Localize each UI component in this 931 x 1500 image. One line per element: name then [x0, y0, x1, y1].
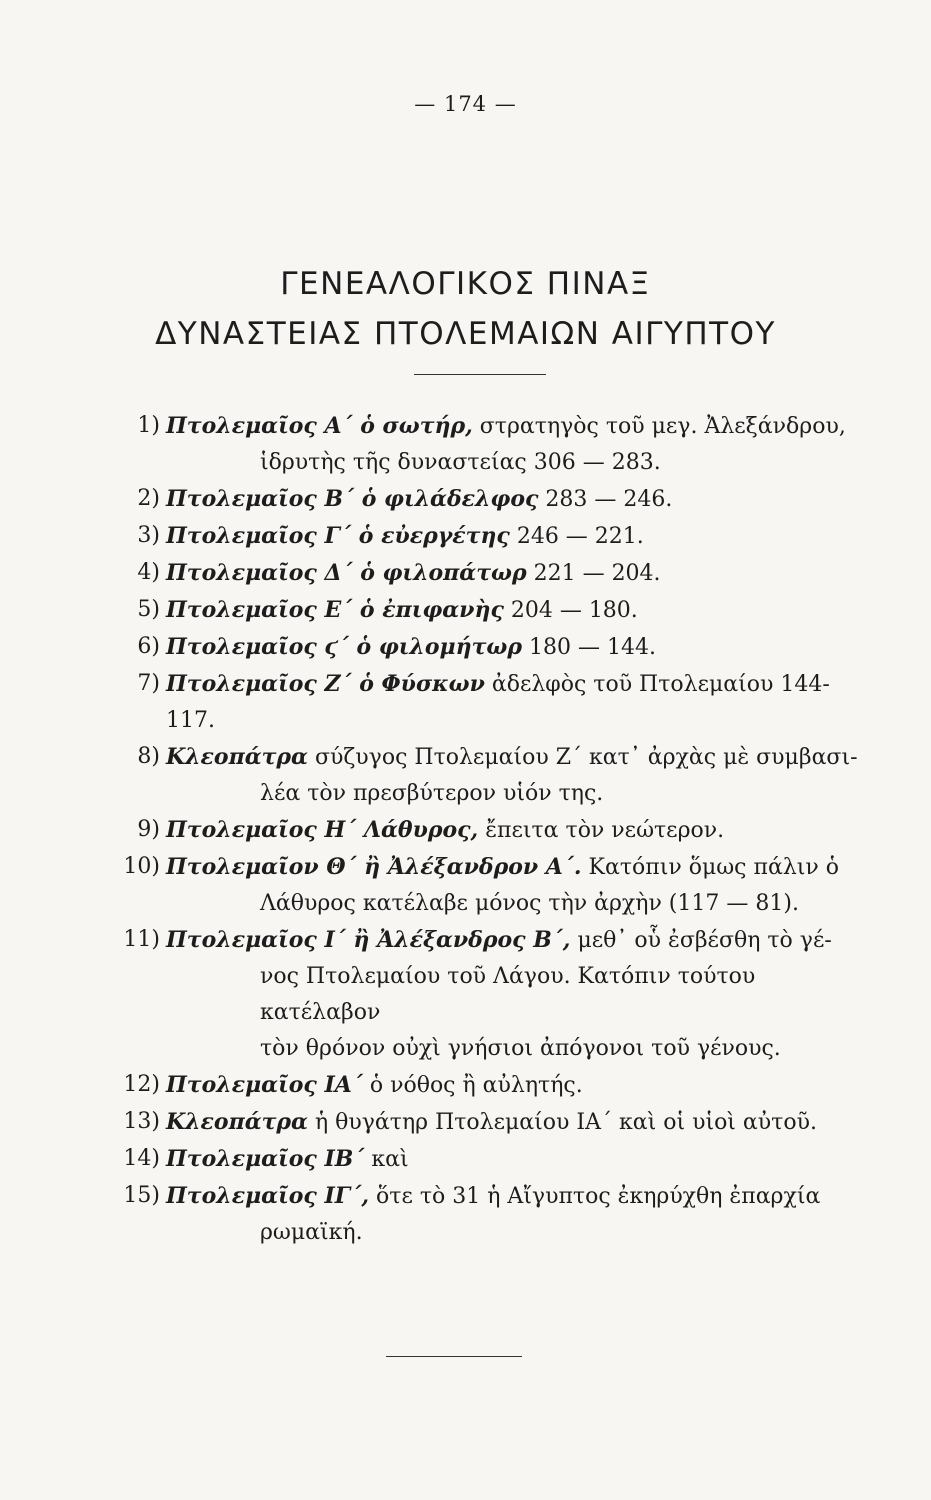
list-item — [96, 408, 876, 481]
item-number: 12) — [123, 1072, 160, 1097]
ruler-name: Πτολεμαῖος Β΄ ὁ φιλάδελφος — [166, 486, 539, 512]
item-text: σύζυγος Πτολεμαίου Ζ΄ κατ᾽ ἀρχὰς μὲ συμβασι- — [308, 745, 858, 770]
item-continuation: νος Πτολεμαίου τοῦ Λάγου. Κατόπιν τούτου κατέλαβον — [260, 964, 756, 1025]
page-subtitle: ΔΥΝΑΣΤΕΙΑΣ ΠΤΟΛΕΜΑΙΩΝ ΑΙΓΥΠΤΟΥ — [155, 316, 776, 352]
item-number: 2) — [137, 486, 160, 511]
item-continuation: ἱδρυτὴς τῆς δυναστείας 306 — 283. — [260, 450, 661, 475]
item-number: 9) — [137, 817, 160, 842]
page-number: — 174 — — [414, 92, 517, 116]
list-item — [96, 1104, 876, 1141]
list-item — [96, 812, 876, 849]
item-number: 10) — [123, 854, 160, 879]
ruler-name: Πτολεμαῖος Ε΄ ὁ ἐπιφανὴς — [166, 597, 504, 623]
ruler-name: Πτολεμαῖος ϛ΄ ὁ φιλομήτωρ — [166, 634, 522, 660]
item-number: 6) — [137, 634, 160, 659]
item-text: ἡ θυγάτηρ Πτολεμαίου ΙΑ΄ καὶ οἱ υἱοὶ αὐτοῦ. — [308, 1110, 817, 1135]
item-continuation: τὸν θρόνον οὐχὶ γνήσιοι ἀπόγονοι τοῦ γένους. — [260, 1036, 781, 1061]
item-number: 7) — [137, 671, 160, 696]
item-number: 1) — [137, 413, 160, 438]
item-text: Κατόπιν ὅμως πάλιν ὁ — [581, 855, 839, 880]
item-number: 13) — [123, 1109, 160, 1134]
ruler-name: Πτολεμαῖον Θ΄ ἢ Ἀλέξανδρον Α΄. — [166, 854, 582, 880]
item-text: ὁ νόθος ἢ αὐλητής. — [362, 1073, 583, 1098]
list-item — [96, 739, 876, 812]
item-text: ἀδελφὸς τοῦ Πτολεμαίου 144-117. — [166, 672, 830, 733]
ruler-name: Πτολεμαῖος Ι΄ ἢ Ἀλέξανδρος Β΄, — [166, 927, 571, 953]
ruler-name: Πτολεμαῖος Η΄ Λάθυρος, — [166, 817, 479, 843]
item-text: καὶ — [364, 1147, 409, 1172]
title-divider — [414, 374, 546, 375]
ruler-name: Πτολεμαῖος ΙΓ΄, — [166, 1183, 370, 1209]
ruler-name: Πτολεμαῖος Γ΄ ὁ εὐεργέτης — [166, 523, 510, 549]
ruler-name: Πτολεμαῖος Δ΄ ὁ φιλοπάτωρ — [166, 560, 527, 586]
list-item — [96, 555, 876, 592]
ruler-name: Πτολεμαῖος Α΄ ὁ σωτήρ, — [166, 413, 473, 439]
list-item — [96, 1178, 876, 1251]
item-text: 221 — 204. — [526, 561, 661, 586]
ruler-name: Κλεοπάτρα — [166, 744, 308, 770]
list-item — [96, 629, 876, 666]
ruler-name: Πτολεμαῖος Ζ΄ ὁ Φύσκων — [166, 671, 485, 697]
item-continuation: λέα τὸν πρεσβύτερον υἱόν της. — [260, 781, 604, 806]
item-number: 14) — [123, 1146, 160, 1171]
item-number: 11) — [123, 927, 160, 952]
item-number: 15) — [123, 1183, 160, 1208]
item-text: 204 — 180. — [503, 598, 638, 623]
item-text: μεθ᾽ οὗ ἐσβέσθη τὸ γέ- — [570, 928, 832, 953]
list-item — [96, 849, 876, 922]
item-number: 5) — [137, 597, 160, 622]
item-continuation: ρωμαϊκή. — [260, 1220, 363, 1245]
list-item — [96, 592, 876, 629]
item-text: 180 — 144. — [522, 635, 656, 660]
item-text: 283 — 246. — [538, 487, 673, 512]
ruler-name: Πτολεμαῖος ΙΑ΄ — [166, 1072, 363, 1098]
item-number: 8) — [137, 744, 160, 769]
item-number: 3) — [137, 523, 160, 548]
list-item — [96, 518, 876, 555]
list-item — [96, 1141, 876, 1178]
item-text: ἔπειτα τὸν νεώτερον. — [478, 818, 725, 843]
footer-divider — [386, 1356, 522, 1357]
list-item — [96, 922, 876, 1067]
ruler-name: Κλεοπάτρα — [166, 1109, 308, 1135]
list-item — [96, 481, 876, 518]
item-number: 4) — [137, 560, 160, 585]
item-text: 246 — 221. — [509, 524, 644, 549]
list-item — [96, 1067, 876, 1104]
genealogy-list — [96, 408, 876, 1251]
page-title: ΓΕΝΕΑΛΟΓΙΚΟΣ ΠΙΝΑΞ — [280, 266, 651, 302]
item-text: ὅτε τὸ 31 ἡ Αἴγυπτος ἐκηρύχθη ἐπαρχία — [369, 1184, 821, 1209]
ruler-name: Πτολεμαῖος ΙΒ΄ — [166, 1146, 365, 1172]
item-text: στρατηγὸς τοῦ μεγ. Ἀλεξάνδρου, — [472, 414, 846, 439]
item-continuation: Λάθυρος κατέλαβε μόνος τὴν ἀρχὴν (117 — 81). — [260, 891, 799, 916]
list-item — [96, 666, 876, 739]
